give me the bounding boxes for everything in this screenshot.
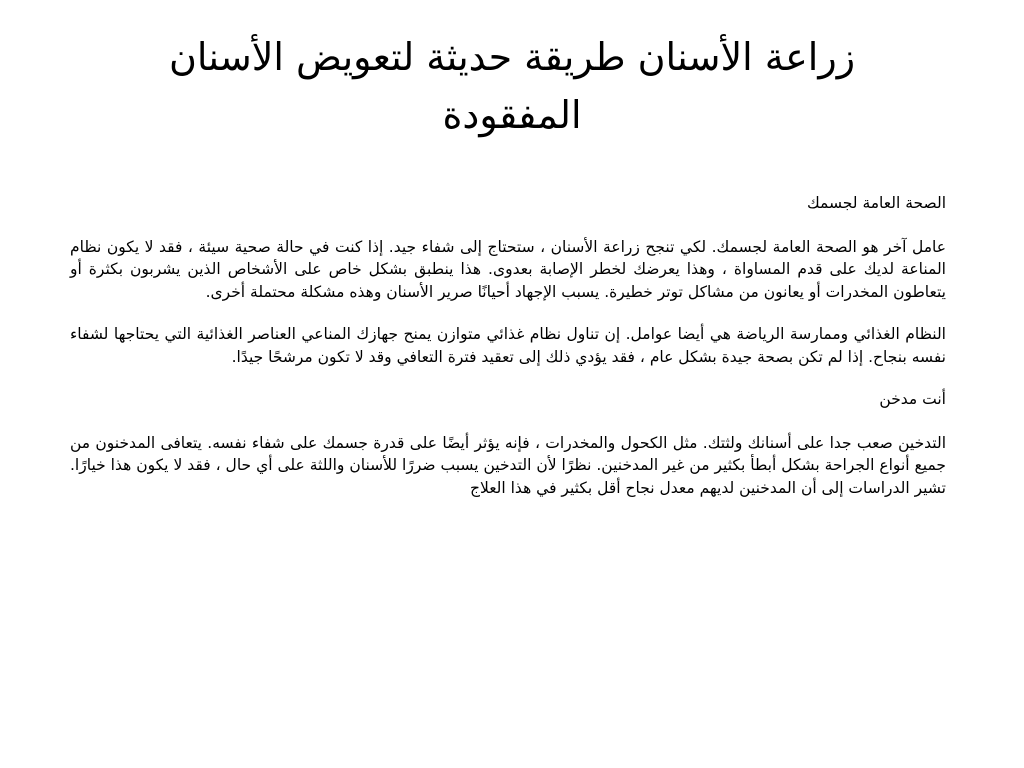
section-heading-general-health: الصحة العامة لجسمك — [806, 194, 946, 212]
slide-body — [70, 192, 946, 519]
paragraph-diet-exercise: النظام الغذائي وممارسة الرياضة هي أيضا عوامل. إن تناول نظام غذائي متوازن يمنح جهازك المناعي العناصر الغذائية التي يحتاجها لشفاء نفسه بنجاح. إذا لم تكن بصحة جيدة بشكل عام ، فقد يؤدي ذلك إلى تعقيد فترة التعافي وقد لا تكون مرشحًا جيدًا. — [70, 325, 946, 366]
paragraph-general-health: عامل آخر هو الصحة العامة لجسمك. لكي تنجح زراعة الأسنان ، ستحتاج إلى شفاء جيد. إذا كنت في حالة صحية سيئة ، فقد لا يكون نظام المناعة لديك على قدم المساواة ، وهذا يعرضك لخطر الإصابة بعدوى. هذا ينطبق بشكل خاص على الأشخاص الذين يشربون بكثرة أو يتعاطون المخدرات أو يعانون من مشاكل توتر خطيرة. يسبب الإجهاد أحيانًا صرير الأسنان وهذه مشكلة محتملة أخرى. — [70, 237, 946, 301]
section-heading-smoker: أنت مدخن — [879, 390, 946, 408]
slide-title: زراعة الأسنان طريقة حديثة لتعويض الأسنان المفقودة — [168, 35, 856, 137]
paragraph-smoking: التدخين صعب جدا على أسنانك ولثتك. مثل الكحول والمخدرات ، فإنه يؤثر أيضًا على قدرة جسمك على شفاء نفسه. يتعافى المدخنون من جميع أنواع الجراحة بشكل أبطأ بكثير من غير المدخنين. نظرًا لأن التدخين يسبب ضررًا للأسنان واللثة على أي حال ، فقد لا يكون هذا خيارًا. تشير الدراسات إلى أن المدخنين لديهم معدل نجاح أقل بكثير في هذا العلاج — [70, 433, 946, 497]
